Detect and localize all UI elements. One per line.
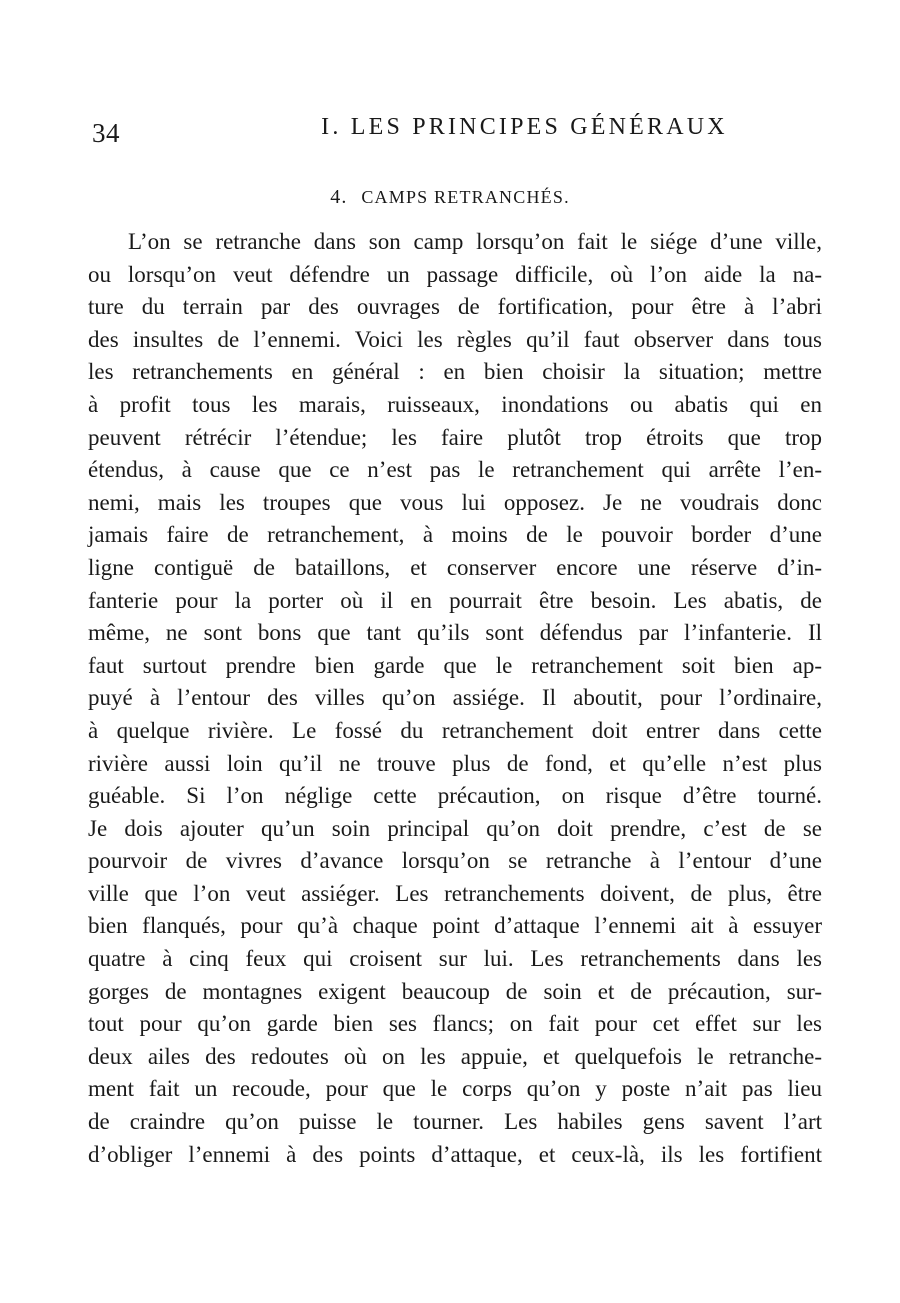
section-number: 4.	[330, 186, 348, 208]
running-head: I. LES PRINCIPES GÉNÉRAUX	[321, 114, 728, 140]
page-header	[92, 114, 822, 154]
text-line: de craindre qu’on puisse le tourner. Les habiles gens savent l’art	[88, 1109, 822, 1135]
page-number: 34	[92, 118, 120, 148]
text-line: ment fait un recoude, pour que le corps qu’on y poste n’ait pas lieu	[88, 1076, 822, 1102]
text-line: guéable. Si l’on néglige cette précaution, on risque d’être tourné.	[88, 783, 822, 809]
text-line: ture du terrain par des ouvrages de fortification, pour être à l’abri	[88, 294, 822, 320]
text-line: peuvent rétrécir l’étendue; les faire plutôt trop étroits que trop	[88, 424, 822, 450]
text-line: tout pour qu’on garde bien ses flancs; on fait pour cet effet sur les	[88, 1011, 822, 1037]
text-line: fanterie pour la porter où il en pourrait être besoin. Les abatis, de	[88, 587, 822, 613]
text-line: étendus, à cause que ce n’est pas le retranchement qui arrête l’en-	[88, 457, 822, 483]
text-line: ou lorsqu’on veut défendre un passage difficile, où l’on aide la na-	[88, 261, 822, 287]
section-heading	[0, 186, 900, 209]
text-line: à profit tous les marais, ruisseaux, inondations ou abatis qui en	[88, 391, 822, 417]
text-line: nemi, mais les troupes que vous lui opposez. Je ne voudrais donc	[88, 489, 822, 515]
text-line: ville que l’on veut assiéger. Les retranchements doivent, de plus, être	[88, 880, 822, 906]
text-line: puyé à l’entour des villes qu’on assiége. Il aboutit, pour l’ordinaire,	[88, 685, 822, 711]
text-line: d’obliger l’ennemi à des points d’attaque, et ceux-là, ils les fortifient	[88, 1141, 822, 1167]
text-line: des insultes de l’ennemi. Voici les règles qu’il faut observer dans tous	[88, 326, 822, 352]
text-line: même, ne sont bons que tant qu’ils sont défendus par l’infanterie. Il	[88, 620, 822, 646]
text-line: les retranchements en général : en bien choisir la situation; mettre	[88, 359, 822, 385]
text-line: ligne contiguë de bataillons, et conserver encore une réserve d’in-	[88, 554, 822, 580]
text-line: deux ailes des redoutes où on les appuie, et quelquefois le retranche-	[88, 1043, 822, 1069]
text-line: pourvoir de vivres d’avance lorsqu’on se retranche à l’entour d’une	[88, 848, 822, 874]
text-line: gorges de montagnes exigent beaucoup de soin et de précaution, sur-	[88, 978, 822, 1004]
text-line: Je dois ajouter qu’un soin principal qu’on doit prendre, c’est de se	[88, 815, 822, 841]
text-line: faut surtout prendre bien garde que le retranchement soit bien ap-	[88, 652, 822, 678]
text-line: à quelque rivière. Le fossé du retranchement doit entrer dans cette	[88, 717, 822, 743]
text-line: L’on se retranche dans son camp lorsqu’on fait le siége d’une ville,	[128, 229, 822, 254]
text-line: jamais faire de retranchement, à moins de le pouvoir border d’une	[88, 522, 822, 548]
text-line: bien flanqués, pour qu’à chaque point d’attaque l’ennemi ait à essuyer	[88, 913, 822, 939]
section-title: CAMPS RETRANCHÉS.	[361, 187, 570, 207]
text-line: rivière aussi loin qu’il ne trouve plus de fond, et qu’elle n’est plus	[88, 750, 822, 776]
running-head-container	[92, 114, 822, 141]
body-text	[88, 226, 822, 1171]
text-line: quatre à cinq feux qui croisent sur lui. Les retranchements dans les	[88, 946, 822, 972]
